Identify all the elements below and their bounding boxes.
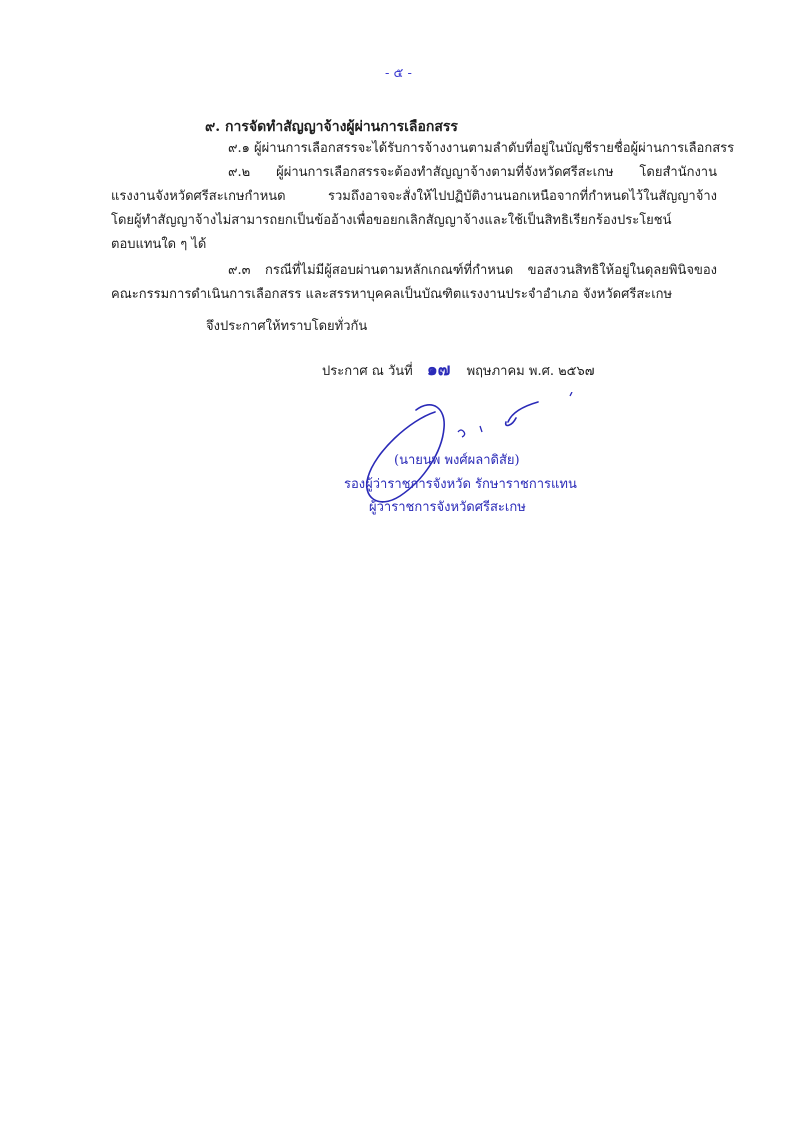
signer-name: (นายนพ พงศ์ผลาดิสัย) — [394, 453, 520, 468]
announcement-date — [322, 361, 595, 381]
item-9-2-line-2: แรงงานจังหวัดศรีสะเกษกำหนด รวมถึงอาจจะสั่งให้ไปปฏิบัติงานนอกเหนือจากที่กำหนดไว้ในสัญญาจ้าง — [111, 189, 717, 204]
date-day: ๑๗ — [426, 360, 451, 380]
section-heading: ๙. การจัดทำสัญญาจ้างผู้ผ่านการเลือกสรร — [205, 119, 458, 135]
item-9-3-line-1: ๙.๓ กรณีที่ไม่มีผู้สอบผ่านตามหลักเกณฑ์ที่กำหนด ขอสงวนสิทธิให้อยู่ในดุลยพินิจของ — [228, 263, 717, 278]
item-9-2-line-1: ๙.๒ ผู้ผ่านการเลือกสรรจะต้องทำสัญญาจ้างตามที่จังหวัดศรีสะเกษ โดยสำนักงาน — [228, 165, 717, 180]
item-9-2-line-4: ตอบแทนใด ๆ ได้ — [111, 237, 207, 252]
item-9-2-line-3: โดยผู้ทำสัญญาจ้างไม่สามารถยกเป็นข้ออ้างเพื่อขอยกเลิกสัญญาจ้างและใช้เป็นสิทธิเรียกร้องประโยชน์ — [111, 213, 672, 228]
item-9-1: ๙.๑ ผู้ผ่านการเลือกสรรจะได้รับการจ้างงานตามลำดับที่อยู่ในบัญชีรายชื่อผู้ผ่านการเลือกสรร — [228, 141, 735, 156]
item-9-3-line-2: คณะกรรมการดำเนินการเลือกสรร และสรรหาบุคคลเป็นบัณฑิตแรงงานประจำอำเภอ จังหวัดศรีสะเกษ — [111, 287, 673, 302]
signer-title-2: ผู้ว่าราชการจังหวัดศรีสะเกษ — [369, 500, 526, 515]
announcement-text: จึงประกาศให้ทราบโดยทั่วกัน — [206, 319, 368, 334]
date-prefix: ประกาศ ณ วันที่ — [322, 364, 413, 379]
page-number: - ๕ - — [385, 66, 412, 81]
signer-title-1: รองผู้ว่าราชการจังหวัด รักษาราชการแทน — [344, 477, 577, 492]
date-suffix: พฤษภาคม พ.ศ. ๒๕๖๗ — [466, 364, 595, 379]
